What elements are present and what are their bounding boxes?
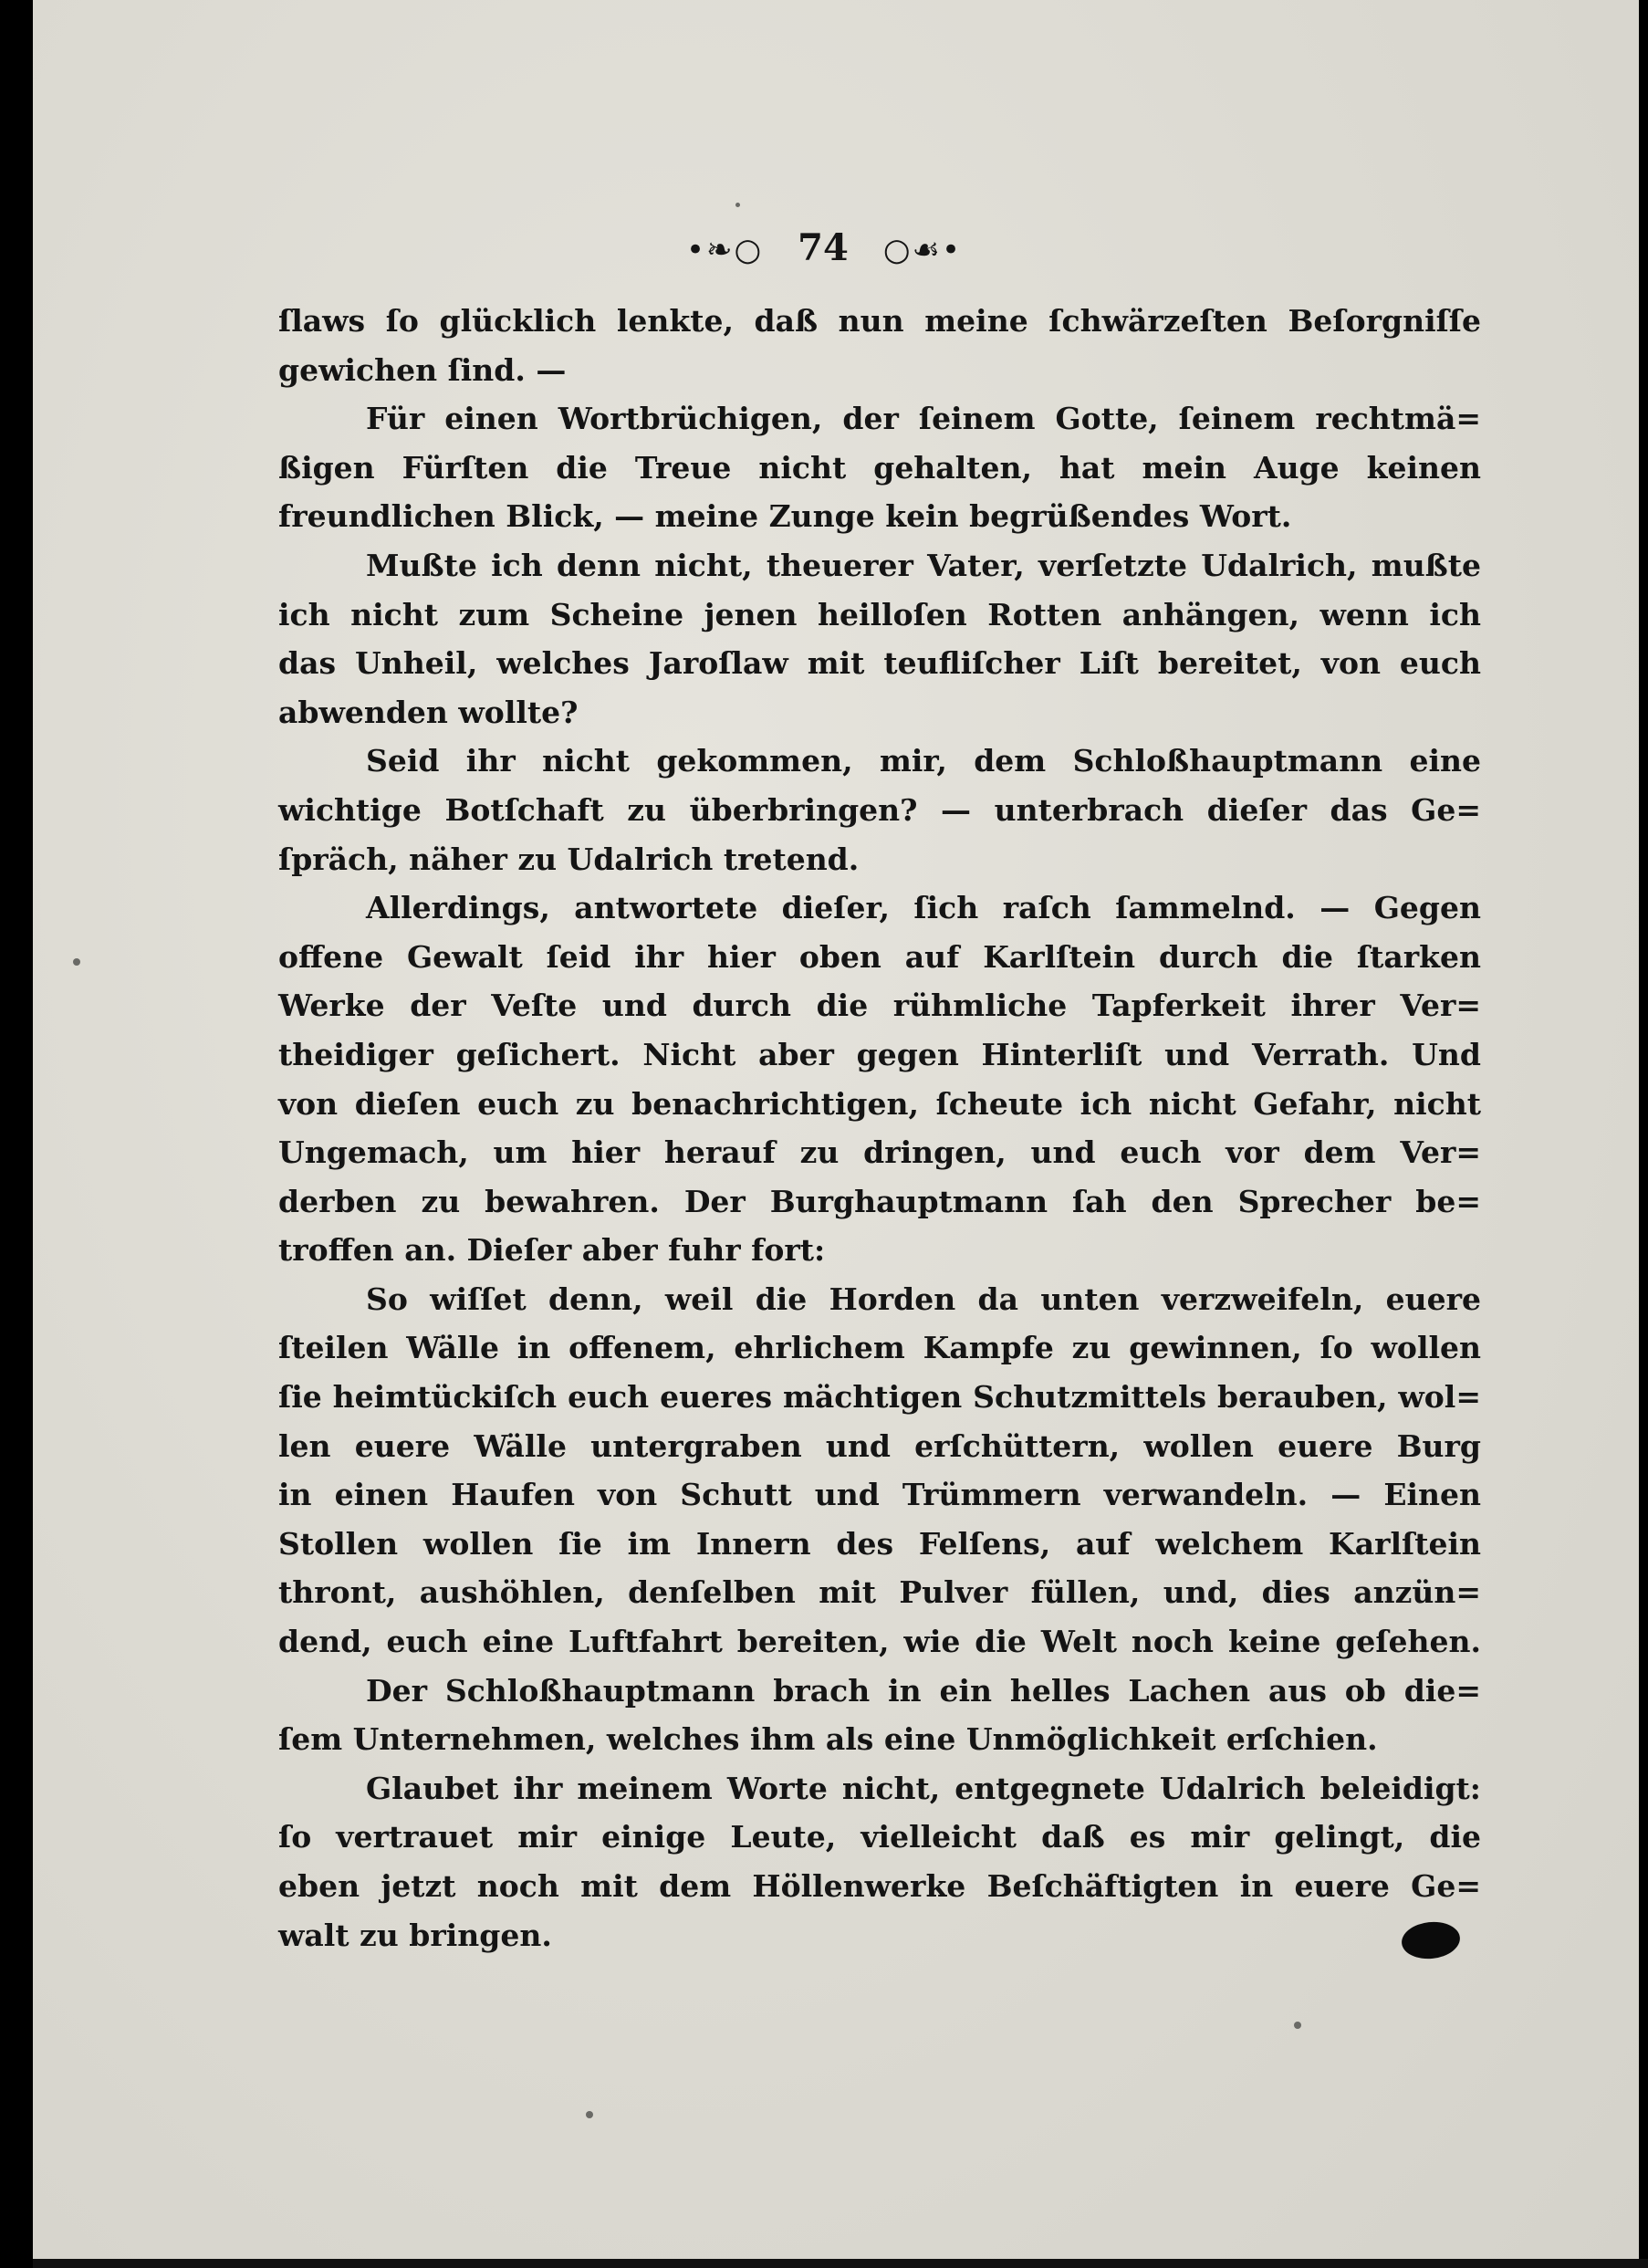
text-line: ſteilen Wälle in offenem, ehrlichem Kampfe zu gewinnen, ſo wollen — [278, 1330, 1481, 1366]
text-line: Mußte ich denn nicht, theuerer Vater, verſetzte Udalrich, mußte — [366, 547, 1481, 583]
text-line: wichtige Botſchaft zu überbringen? — unterbrach dieſer das Ge= — [278, 791, 1481, 828]
text-line: Für einen Wortbrüchigen, der ſeinem Gotte, ſeinem rechtmä= — [366, 401, 1481, 437]
text-line: thront, aushöhlen, denſelben mit Pulver füllen, und, dies anzün= — [278, 1574, 1481, 1611]
text-line: Seid ihr nicht gekommen, mir, dem Schloßhauptmann eine — [366, 743, 1481, 779]
text-line: eben jetzt noch mit dem Höllenwerke Beſchäftigten in euere Ge= — [278, 1868, 1481, 1904]
speck — [73, 958, 80, 966]
text-line: derben zu bewahren. Der Burghauptmann ſah den Sprecher be= — [278, 1183, 1481, 1219]
text-line: abwenden wollte? — [278, 694, 579, 730]
text-line: von dieſen euch zu benachrichtigen, ſcheute ich nicht Gefahr, nicht — [278, 1085, 1481, 1122]
scan-border-right — [1639, 0, 1648, 2268]
text-line: Allerdings, antwortete dieſer, ſich raſch ſammelnd. — Gegen — [366, 890, 1481, 926]
scan-border-bottom — [33, 2259, 1648, 2268]
ornament-right: ○☙• — [882, 232, 963, 268]
text-line: Glaubet ihr meinem Worte nicht, entgegnete Udalrich beleidigt: — [366, 1770, 1481, 1806]
text-line: walt zu bringen. — [278, 1917, 552, 1953]
text-line: ich nicht zum Scheine jenen heilloſen Rotten anhängen, wenn ich — [278, 596, 1481, 632]
text-line: ſpräch, näher zu Udalrich tretend. — [278, 841, 860, 877]
text-line: freundlichen Blick, — meine Zunge kein begrüßendes Wort. — [278, 498, 1292, 535]
text-line: ſie heimtückiſch euch eueres mächtigen Schutzmittels berauben, wol= — [278, 1379, 1481, 1416]
ornament-left: •❧○ — [685, 232, 764, 268]
text-line: dend, euch eine Luftfahrt bereiten, wie die Welt noch keine geſehen. — [278, 1624, 1481, 1660]
text-line: Werke der Veſte und durch die rühmliche Tapferkeit ihrer Ver= — [278, 988, 1481, 1024]
text-line: ſem Unternehmen, welches ihm als eine Unmöglichkeit erſchien. — [278, 1721, 1378, 1758]
text-line: offene Gewalt ſeid ihr hier oben auf Karlſtein durch die ſtarken — [278, 938, 1481, 975]
text-line: ßigen Fürſten die Treue nicht gehalten, hat mein Auge keinen — [278, 449, 1481, 486]
text-line: So wiſſet denn, weil die Horden da unten verzweifeln, euere — [366, 1280, 1481, 1317]
speck — [735, 203, 740, 207]
text-line: in einen Haufen von Schutt und Trümmern verwandeln. — Einen — [278, 1477, 1481, 1513]
body-text — [278, 297, 1481, 1960]
text-line: das Unheil, welches Jaroſlaw mit teufliſcher Liſt bereitet, von euch — [278, 645, 1481, 682]
speck — [1294, 2022, 1301, 2029]
text-line: len euere Wälle untergraben und erſchüttern, wollen euere Burg — [278, 1427, 1481, 1464]
text-line: Ungemach, um hier herauf zu dringen, und euch vor dem Ver= — [278, 1134, 1481, 1171]
text-line: theidiger geſichert. Nicht aber gegen Hinterliſt und Verrath. Und — [278, 1036, 1481, 1072]
text-line: troffen an. Dieſer aber fuhr fort: — [278, 1232, 826, 1269]
text-line: gewichen ſind. — — [278, 351, 567, 388]
text-line: Der Schloßhauptmann brach in ein helles Lachen aus ob die= — [366, 1672, 1481, 1709]
text-line: ſlaws ſo glücklich lenkte, daß nun meine ſchwärzeſten Beſorgniſſe — [278, 303, 1481, 339]
text-line: ſo vertrauet mir einige Leute, vielleicht daß es mir gelingt, die — [278, 1819, 1481, 1855]
speck — [586, 2111, 593, 2118]
page-number: 74 — [798, 226, 849, 269]
text-line: Stollen wollen ſie im Innern des Felſens, auf welchem Karlſtein — [278, 1525, 1481, 1562]
page-header — [0, 226, 1648, 269]
